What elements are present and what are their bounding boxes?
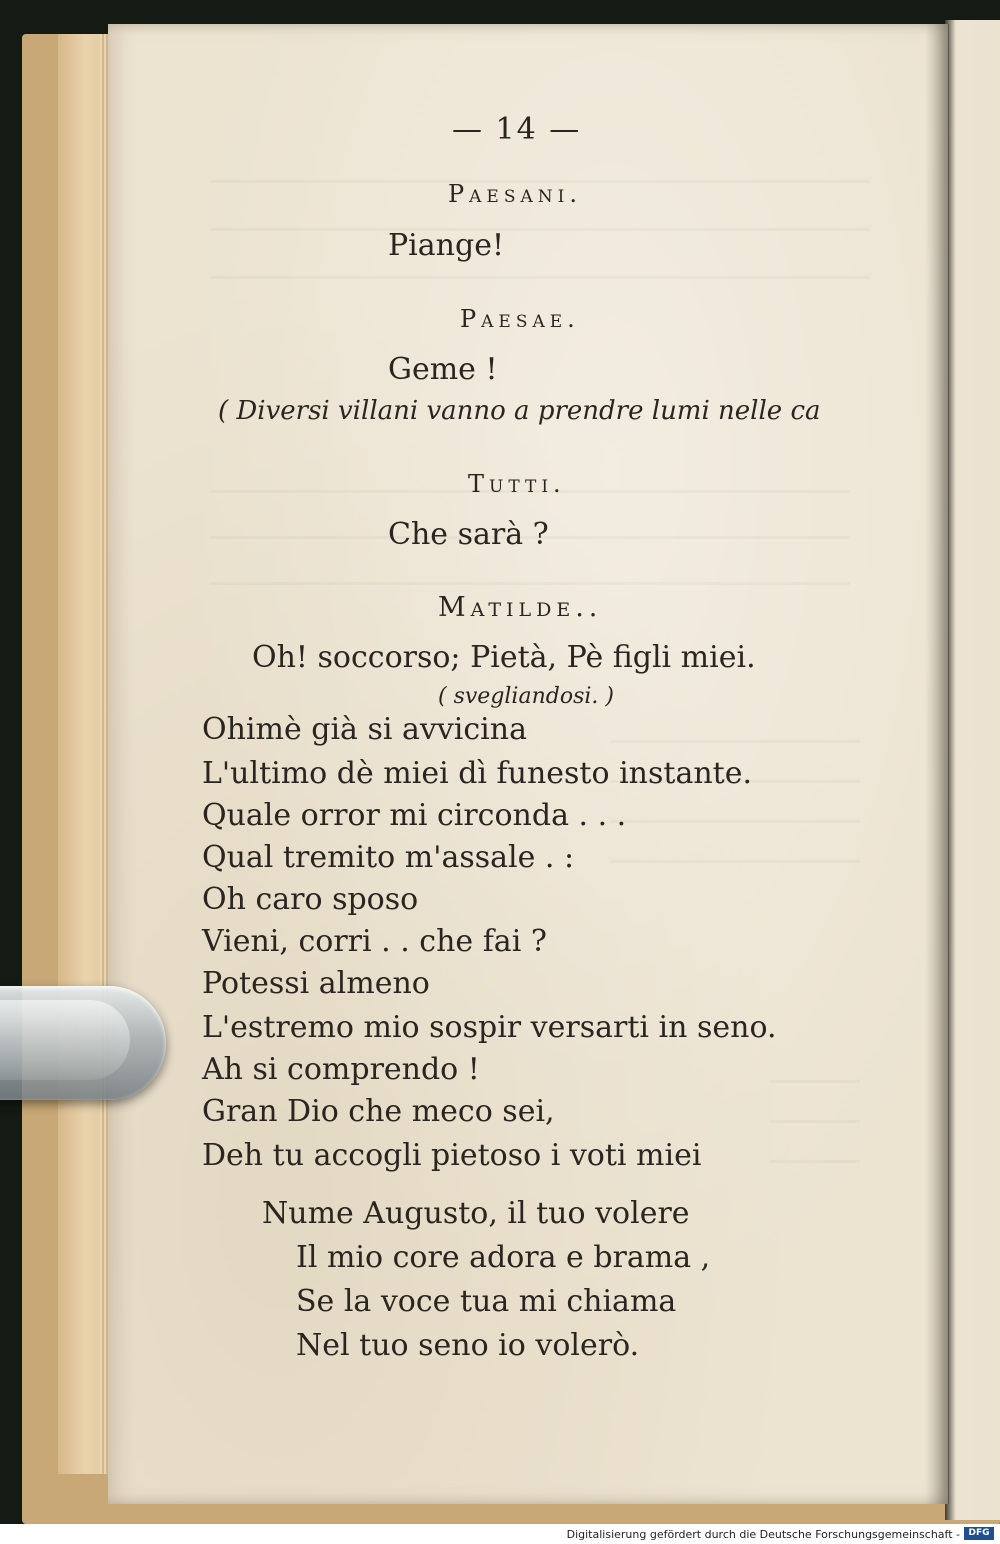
verse-line: Ohimè già si avvicina [202, 712, 527, 747]
dfg-logo: DFG [964, 1527, 994, 1540]
verse-line: L'ultimo dè miei dì funesto instante. [202, 756, 753, 791]
glass-page-clip [0, 986, 166, 1100]
verse-line: Oh! soccorso; Pietà, Pè figli miei. [252, 640, 756, 675]
verse-line: Se la voce tua mi chiama [296, 1284, 677, 1319]
speaker-tutti: Tutti. [468, 470, 566, 498]
facing-page-edge [945, 20, 1000, 1520]
verse-line: Geme ! [388, 352, 498, 387]
verse-line: Deh tu accogli pietoso i voti miei [202, 1138, 702, 1173]
page-number: — 14 — [452, 112, 582, 147]
verse-line: Il mio core adora e brama , [296, 1240, 711, 1275]
verse-line: Nel tuo seno io volerò. [296, 1328, 640, 1363]
footer-credit: Digitalisierung gefördert durch die Deutsche Forschungsgemeinschaft - [566, 1528, 960, 1541]
verse-line: Gran Dio che meco sei, [202, 1094, 555, 1129]
verse-line: Che sarà ? [388, 517, 549, 552]
speaker-paesae: Paesae. [460, 305, 580, 333]
verse-line: Potessi almeno [202, 966, 430, 1001]
glass-clip-highlight [0, 1000, 130, 1080]
verse-line: Vieni, corri . . che fai ? [202, 924, 547, 959]
gutter-shadow [925, 24, 949, 1504]
speaker-matilde: Matilde.. [438, 592, 603, 623]
verse-line: Qual tremito m'assale . : [202, 840, 575, 875]
verse-line: Quale orror mi circonda . . . [202, 798, 627, 833]
verse-line: L'estremo mio sospir versarti in seno. [202, 1010, 777, 1045]
stage-direction: ( svegliandosi. ) [438, 684, 614, 709]
stage-direction: ( Diversi villani vanno a prendre lumi nelle ca [218, 396, 821, 426]
verse-line: Nume Augusto, il tuo volere [262, 1196, 690, 1231]
verse-line: Ah si comprendo ! [202, 1052, 480, 1087]
verse-line: Piange! [388, 228, 505, 263]
facing-page-fragment [960, 180, 1000, 226]
show-through-block [770, 1080, 860, 1200]
speaker-paesani: Paesani. [448, 180, 582, 208]
verse-line: Oh caro sposo [202, 882, 419, 917]
